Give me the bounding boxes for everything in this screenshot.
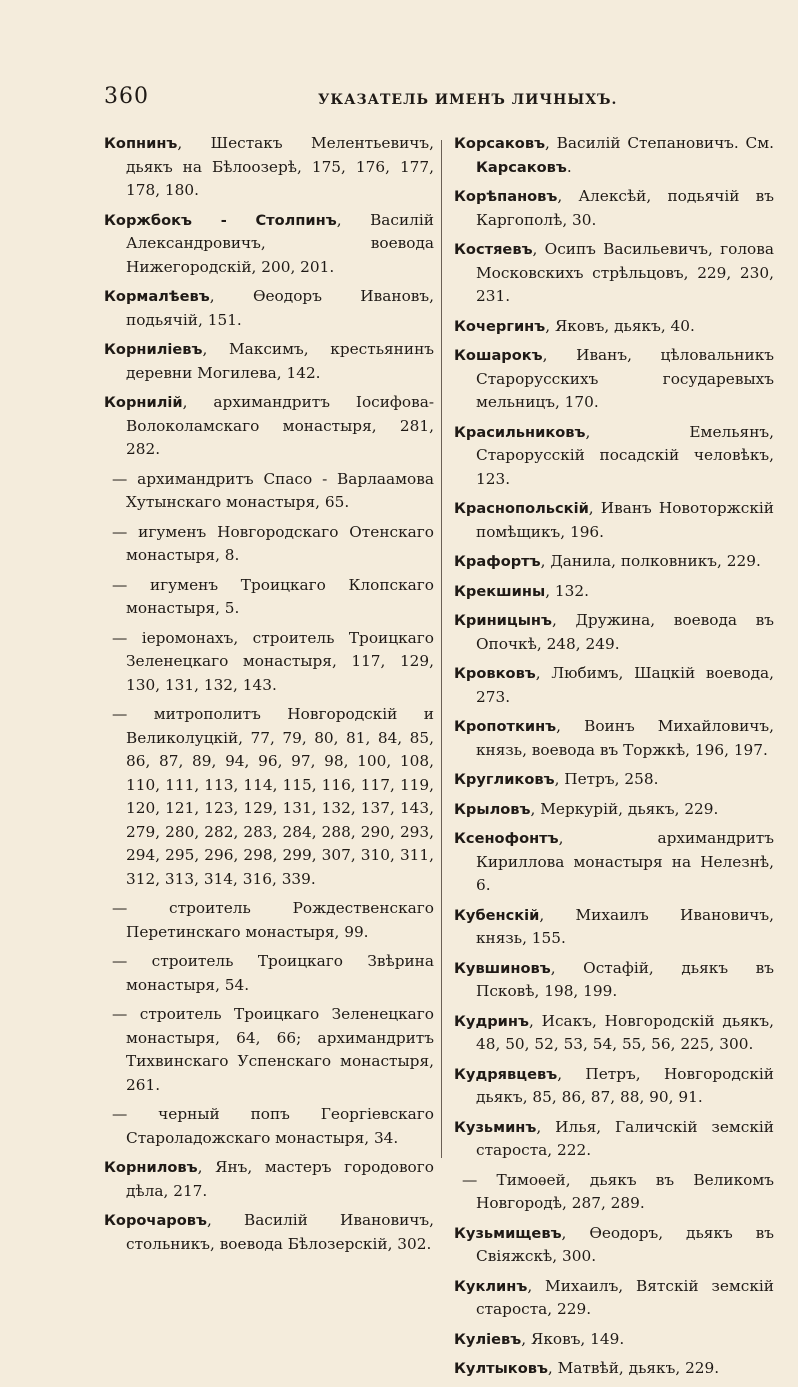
index-entry (454, 238, 774, 309)
entry-headword: Кудрявцевъ (454, 1065, 558, 1083)
entry-headword: Кругликовъ (454, 771, 555, 788)
index-entry (454, 1169, 774, 1216)
entry-text: , Шестакъ Мелентьевичъ, дьякъ на Бѣлоозерѣ, 175, 176, 177, 178, 180. (126, 134, 434, 199)
entry-headword: Корнилій (104, 394, 183, 411)
index-entry (104, 132, 434, 203)
index-entry (454, 1328, 774, 1352)
entry-text: , Емельянъ, Старорусскій посадскій человѣкъ, 123. (476, 422, 774, 488)
entry-text: , архимандритъ Іосифова-Волоколамскаго монастыря, 281, 282. (126, 393, 434, 458)
entry-text: , Остафій, дьякъ въ Псковѣ, 198, 199. (476, 958, 774, 1000)
entry-headword: Кузьминъ (454, 1118, 537, 1136)
entry-text: , Дружина, воевода въ Опочкѣ, 248, 249. (476, 611, 774, 653)
entry-headword: Кудринъ (454, 1012, 529, 1030)
entry-headword: Кузьмищевъ (454, 1224, 562, 1242)
index-entry (454, 185, 774, 232)
entry-headword: Култыковъ (454, 1360, 548, 1377)
index-entry (454, 1116, 774, 1163)
entry-crossref-headword: Карсаковъ (476, 158, 567, 176)
index-entry (454, 768, 774, 792)
entry-text: , архимандритъ Кириллова монастыря на Нелезнѣ, 6. (476, 829, 774, 894)
index-entry (454, 1063, 774, 1110)
entry-text: , Яковъ, 149. (521, 1329, 625, 1348)
entry-text: , Петръ, 258. (554, 770, 659, 788)
index-entry (454, 715, 774, 762)
entry-text: , Яковъ, дьякъ, 40. (545, 316, 695, 335)
entry-headword: Кубенскій (454, 906, 540, 924)
entry-headword: Кормалѣевъ (104, 288, 210, 305)
index-entry (104, 1103, 434, 1150)
index-entry (104, 1003, 434, 1097)
entry-text: , Ѳеодоръ Ивановъ, подьячій, 151. (126, 287, 434, 329)
entry-text: , Исакъ, Новгородскій дьякъ, 48, 50, 52, 53, 54, 55, 56, 225, 300. (476, 1011, 774, 1053)
entry-text: , Алексѣй, подьячій въ Каргополѣ, 30. (476, 187, 774, 229)
entry-text: — игуменъ Троицкаго Клопскаго монастыря, 5. (112, 575, 434, 617)
entry-text: , Любимъ, Шацкій воевода, 273. (476, 664, 774, 706)
entry-text: — строитель Троицкаго Звѣрина монастыря, 54. (112, 952, 434, 994)
index-column-left (104, 132, 434, 1262)
entry-text: , Ѳеодоръ, дьякъ въ Свіяжскѣ, 300. (476, 1223, 774, 1265)
entry-text: , Василій Александровичъ, воевода Нижегородскій, 200, 201. (126, 210, 434, 276)
entry-text: — черный попъ Георгіевскаго Староладожскаго монастыря, 34. (112, 1105, 434, 1147)
entry-headword: Корниловъ (104, 1159, 198, 1176)
entry-text: — игуменъ Новгородскаго Отенскаго монастыря, 8. (112, 522, 434, 564)
entry-text: , Максимъ, крестьянинъ деревни Могилева, 142. (126, 340, 434, 382)
page-header (104, 84, 753, 118)
index-entry (454, 132, 774, 179)
entry-text: , Василій Ивановичъ, стольникъ, воевода Бѣлозерскій, 302. (126, 1211, 434, 1253)
column-divider (441, 140, 442, 1158)
index-entry (454, 550, 774, 574)
index-entry (104, 209, 434, 280)
index-entry (104, 627, 434, 698)
entry-headword: Корсаковъ (454, 135, 546, 152)
entry-text: , 132. (545, 581, 589, 600)
entry-text: — строитель Рождественскаго Перетинскаго монастыря, 99. (112, 899, 434, 941)
entry-headword: Костяевъ (454, 241, 533, 258)
index-entry (454, 497, 774, 544)
index-entry (454, 1275, 774, 1322)
entry-text: , Василій Степановичъ. См. (545, 134, 774, 152)
entry-text: , Иванъ, цѣловальникъ Старорусскихъ государевыхъ мельницъ, 170. (476, 346, 774, 411)
index-entry (454, 1222, 774, 1269)
index-entry (104, 391, 434, 462)
index-entry (454, 662, 774, 709)
index-entry (454, 344, 774, 415)
index-entry (104, 521, 434, 568)
index-entry (454, 580, 774, 604)
index-entry (104, 468, 434, 515)
entry-text: , Воинъ Михайловичъ, князь, воевода въ Торжкѣ, 196, 197. (476, 717, 774, 759)
entry-headword: Крыловъ (454, 800, 531, 818)
index-entry (104, 1156, 434, 1203)
entry-text: , Иванъ Новоторжскій помѣщикъ, 196. (476, 499, 774, 541)
entry-headword: Краснопольскій (454, 500, 589, 517)
entry-text: — іеромонахъ, строитель Троицкаго Зеленецкаго монастыря, 117, 129, 130, 131, 132, 143. (112, 628, 434, 694)
entry-text: , Илья, Галичскій земскій староста, 222. (476, 1117, 774, 1159)
entry-headword: Куліевъ (454, 1330, 522, 1348)
index-entry (104, 897, 434, 944)
index-entry (454, 421, 774, 492)
entry-headword: Кошарокъ (454, 347, 543, 364)
entry-headword: Копнинъ (104, 135, 178, 152)
entry-text: — строитель Троицкаго Зеленецкаго монастыря, 64, 66; архимандритъ Тихвинскаго Успенскаго монастыря, 261. (112, 1005, 434, 1094)
entry-headword: Корочаровъ (104, 1212, 207, 1229)
index-entry (104, 285, 434, 332)
index-entry (454, 798, 774, 822)
index-entry (454, 957, 774, 1004)
entry-headword: Коржбокъ - Столпинъ (104, 211, 337, 229)
entry-text: , Янъ, мастеръ городового дѣла, 217. (126, 1158, 434, 1200)
index-entry (454, 904, 774, 951)
entry-text: , Михаилъ, Вятскій земскій староста, 229. (476, 1276, 774, 1318)
entry-headword: Крафортъ (454, 553, 541, 570)
entry-text: , Данила, полковникъ, 229. (540, 552, 761, 570)
entry-text: , Осипъ Васильевичъ, голова Московскихъ стрѣльцовъ, 229, 230, 231. (476, 240, 774, 305)
entry-headword: Корѣпановъ (454, 188, 558, 205)
entry-text: , Матвѣй, дьякъ, 229. (547, 1359, 720, 1377)
index-entry (454, 1357, 774, 1381)
entry-headword: Кувшиновъ (454, 959, 551, 977)
index-entry (104, 950, 434, 997)
entry-text-tail: . (566, 157, 572, 176)
index-entry (104, 1209, 434, 1256)
entry-headword: Кропоткинъ (454, 718, 557, 735)
entry-headword: Кочергинъ (454, 317, 546, 335)
entry-text: , Петръ, Новгородскій дьякъ, 85, 86, 87, 88, 90, 91. (476, 1064, 774, 1106)
index-entry (104, 703, 434, 891)
entry-headword: Криницынъ (454, 612, 552, 629)
index-entry (104, 338, 434, 385)
entry-text: — архимандритъ Спасо - Варлаамова Хутынскаго монастыря, 65. (112, 469, 434, 511)
entry-text: — Тимоѳей, дьякъ въ Великомъ Новгородѣ, 287, 289. (462, 1170, 774, 1212)
entry-text: — митрополитъ Новгородскій и Великолуцкій, 77, 79, 80, 81, 84, 85, 86, 87, 89, 94, 96, 97, 98, 100, 108, 110, 111, 113, 114, 115, 116, 117, 119, 120, 121, 123, 129, 131, 132, 137, 143, 279, 280, 282, 283, 284, 288, 290, 293, 294, 295, 296, 298, 299, 307, 310, 311, 312, 313, 314, 316, 339. (112, 705, 434, 888)
entry-text: , Михаилъ Ивановичъ, князь, 155. (476, 905, 774, 947)
entry-headword: Корниліевъ (104, 341, 203, 358)
entry-headword: Ксенофонтъ (454, 830, 559, 847)
index-entry (454, 1010, 774, 1057)
index-entry (104, 574, 434, 621)
index-column-right (454, 132, 774, 1387)
index-entry (454, 315, 774, 339)
page-number: 360 (104, 84, 149, 109)
index-entry (454, 609, 774, 656)
entry-headword: Красильниковъ (454, 423, 586, 441)
index-entry (454, 827, 774, 898)
running-title: УКАЗАТЕЛЬ ИМЕНЪ ЛИЧНЫХЪ. (318, 92, 618, 108)
entry-text: , Меркурій, дьякъ, 229. (530, 799, 719, 818)
entry-headword: Кровковъ (454, 665, 536, 682)
entry-headword: Куклинъ (454, 1277, 528, 1295)
entry-headword: Крекшины (454, 582, 546, 600)
